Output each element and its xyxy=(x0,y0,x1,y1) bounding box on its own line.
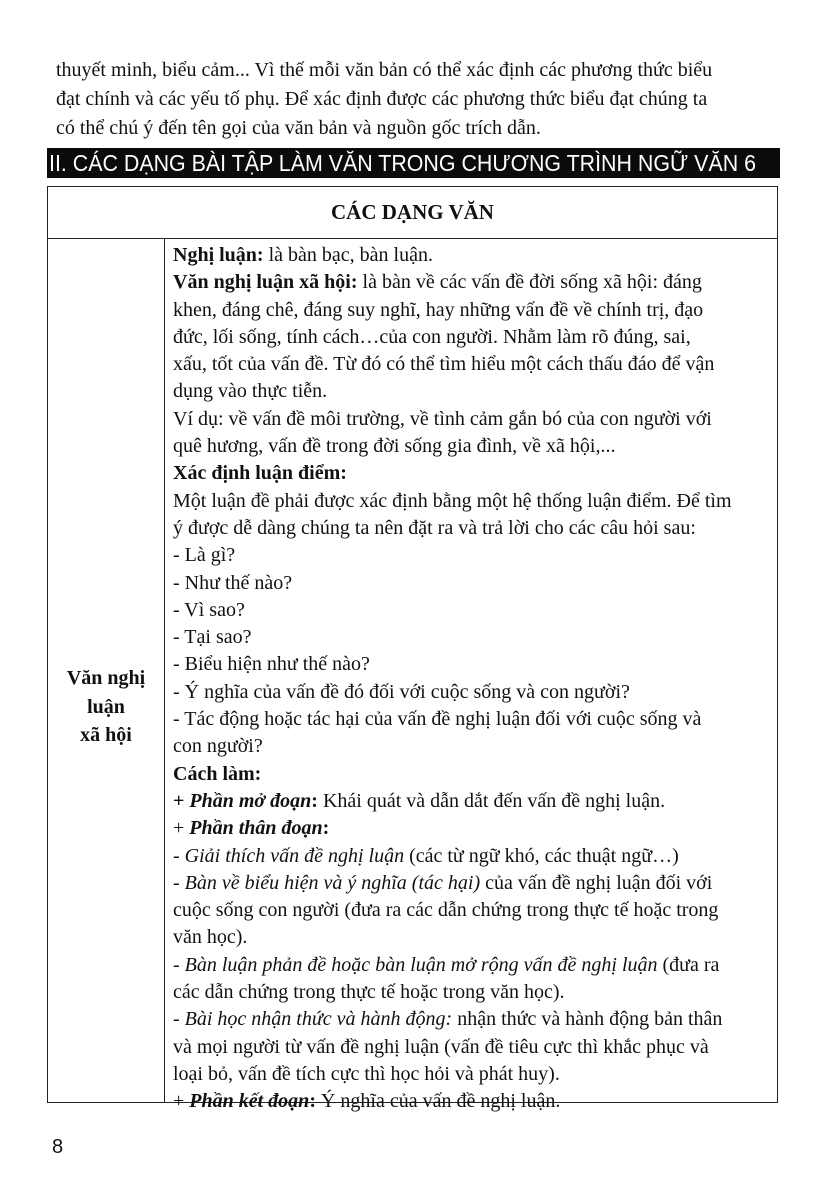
content-text: và mọi người từ vấn đề nghị luận (vấn đề tiêu cực thì khắc phục và xyxy=(173,1035,709,1058)
content-text: - Ý nghĩa của vấn đề đó đối với cuộc sống và con người? xyxy=(173,680,630,703)
content-text: - Bàn luận phản đề hoặc bàn luận mở rộng vấn đề nghị luận xyxy=(173,953,658,976)
content-line xyxy=(173,515,779,542)
content-text: : xyxy=(309,1090,316,1113)
content-text: của vấn đề nghị luận đối với xyxy=(480,871,713,894)
content-line xyxy=(173,624,779,651)
content-text: + xyxy=(173,789,190,812)
content-line xyxy=(173,897,779,924)
content-line xyxy=(173,706,779,733)
content-text: - Giải thích vấn đề nghị luận xyxy=(173,844,405,867)
table-header-text: CÁC DẠNG VĂN xyxy=(331,200,494,224)
content-text: Ý nghĩa của vấn đề nghị luận. xyxy=(315,1090,561,1113)
content-line xyxy=(173,297,779,324)
row-label xyxy=(48,664,164,750)
content-line xyxy=(173,351,779,378)
content-line xyxy=(173,460,779,487)
content-text: Cách làm: xyxy=(173,762,262,785)
content-text: loại bỏ, vấn đề tích cực thì học hỏi và phát huy). xyxy=(173,1062,560,1085)
content-text: - Tác động hoặc tác hại của vấn đề nghị luận đối với cuộc sống và xyxy=(173,708,702,731)
content-line xyxy=(173,651,779,678)
content-text: Văn nghị luận xã hội: xyxy=(173,271,358,294)
content-text: quê hương, vấn đề trong đời sống gia đình, về xã hội,... xyxy=(173,435,616,458)
content-text: - Tại sao? xyxy=(173,626,252,649)
content-text: nhận thức và hành động bản thân xyxy=(452,1008,723,1031)
content-text: cuộc sống con người (đưa ra các dẫn chứng trong thực tế hoặc trong xyxy=(173,899,719,922)
content-text: Phần kết đoạn xyxy=(189,1090,310,1113)
row-label-line: Văn nghị xyxy=(66,667,146,689)
content-text: khen, đáng chê, đáng suy nghĩ, hay những vấn đề về chính trị, đạo xyxy=(173,298,704,321)
content-text: : xyxy=(322,817,330,840)
content-line xyxy=(173,924,779,951)
content-text: + xyxy=(173,1090,190,1113)
content-text: Ví dụ: về vấn đề môi trường, về tình cảm gắn bó của con người với xyxy=(173,407,712,430)
content-line xyxy=(173,324,779,351)
content-line xyxy=(173,378,779,405)
content-text: - Vì sao? xyxy=(173,598,245,621)
content-line xyxy=(173,597,779,624)
content-text: Một luận đề phải được xác định bằng một hệ thống luận điểm. Để tìm xyxy=(173,489,732,512)
row-content-cell xyxy=(173,242,779,1116)
content-text: là bàn bạc, bàn luận. xyxy=(263,244,433,266)
content-text: văn học). xyxy=(173,926,248,949)
content-text: con người? xyxy=(173,735,263,758)
content-text: - Biểu hiện như thế nào? xyxy=(173,653,370,676)
intro-line: thuyết minh, biểu cảm... Vì thế mỗi văn bản có thể xác định các phương thức biểu xyxy=(56,59,713,81)
intro-line: có thể chú ý đến tên gọi của văn bản và nguồn gốc trích dẫn. xyxy=(56,117,541,139)
content-line xyxy=(173,870,779,897)
row-label-line: xã hội xyxy=(80,724,132,746)
content-text: là bàn về các vấn đề đời sống xã hội: đáng xyxy=(357,271,702,294)
content-text: các dẫn chứng trong thực tế hoặc trong văn học). xyxy=(173,981,565,1004)
content-text: Phần thân đoạn xyxy=(189,817,323,840)
content-text: ý được dễ dàng chúng ta nên đặt ra và trả lời cho các câu hỏi sau: xyxy=(173,516,696,539)
content-line xyxy=(173,679,779,706)
content-line xyxy=(173,979,779,1006)
row-label-cell xyxy=(48,239,165,1102)
content-text: xấu, tốt của vấn đề. Từ đó có thể tìm hiểu một cách thấu đáo để vận xyxy=(173,353,715,376)
content-text: (đưa ra xyxy=(657,953,720,976)
content-text: dụng vào thực tiễn. xyxy=(173,380,328,403)
page-number: 8 xyxy=(52,1136,64,1158)
content-line xyxy=(173,269,779,296)
content-line xyxy=(173,1061,779,1088)
content-line xyxy=(173,733,779,760)
content-text: Phần mở đoạn xyxy=(189,789,312,812)
content-line xyxy=(173,788,779,815)
content-line xyxy=(173,843,779,870)
content-text: - Bàn về biểu hiện và ý nghĩa (tác hại) xyxy=(173,871,481,894)
content-line xyxy=(173,570,779,597)
content-text: Nghị luận: xyxy=(173,244,264,266)
content-text: - Bài học nhận thức và hành động: xyxy=(173,1008,453,1031)
writing-types-table xyxy=(47,186,778,1113)
content-line xyxy=(173,406,779,433)
content-text: : xyxy=(311,789,318,812)
intro-paragraph xyxy=(56,56,780,143)
content-line xyxy=(173,433,779,460)
content-line xyxy=(173,542,779,569)
content-text: - Như thế nào? xyxy=(173,571,293,594)
section-heading: II. CÁC DẠNG BÀI TẬP LÀM VĂN TRONG CHƯƠNG TRÌNH NGỮ VĂN 6 xyxy=(49,150,757,176)
content-text: + xyxy=(173,817,190,840)
content-line xyxy=(173,761,779,788)
content-line xyxy=(173,815,779,842)
content-line xyxy=(173,1034,779,1061)
content-text: đức, lối sống, tính cách…của con người. Nhằm làm rõ đúng, sai, xyxy=(173,325,691,348)
content-line xyxy=(173,242,779,269)
content-text: Khái quát và dẫn dắt đến vấn đề nghị luận. xyxy=(317,789,666,812)
row-label-line: luận xyxy=(87,695,125,718)
content-line xyxy=(173,952,779,979)
content-text: Xác định luận điểm: xyxy=(173,462,347,485)
section-heading-banner xyxy=(47,148,780,178)
content-line xyxy=(173,1006,779,1033)
content-text: - Là gì? xyxy=(173,544,236,567)
table-row xyxy=(48,239,777,1113)
table-header xyxy=(48,187,777,239)
content-line xyxy=(173,488,779,515)
intro-line: đạt chính và các yếu tố phụ. Để xác định được các phương thức biểu đạt chúng ta xyxy=(56,88,708,110)
content-line xyxy=(173,1088,779,1115)
content-text: (các từ ngữ khó, các thuật ngữ…) xyxy=(404,844,679,867)
